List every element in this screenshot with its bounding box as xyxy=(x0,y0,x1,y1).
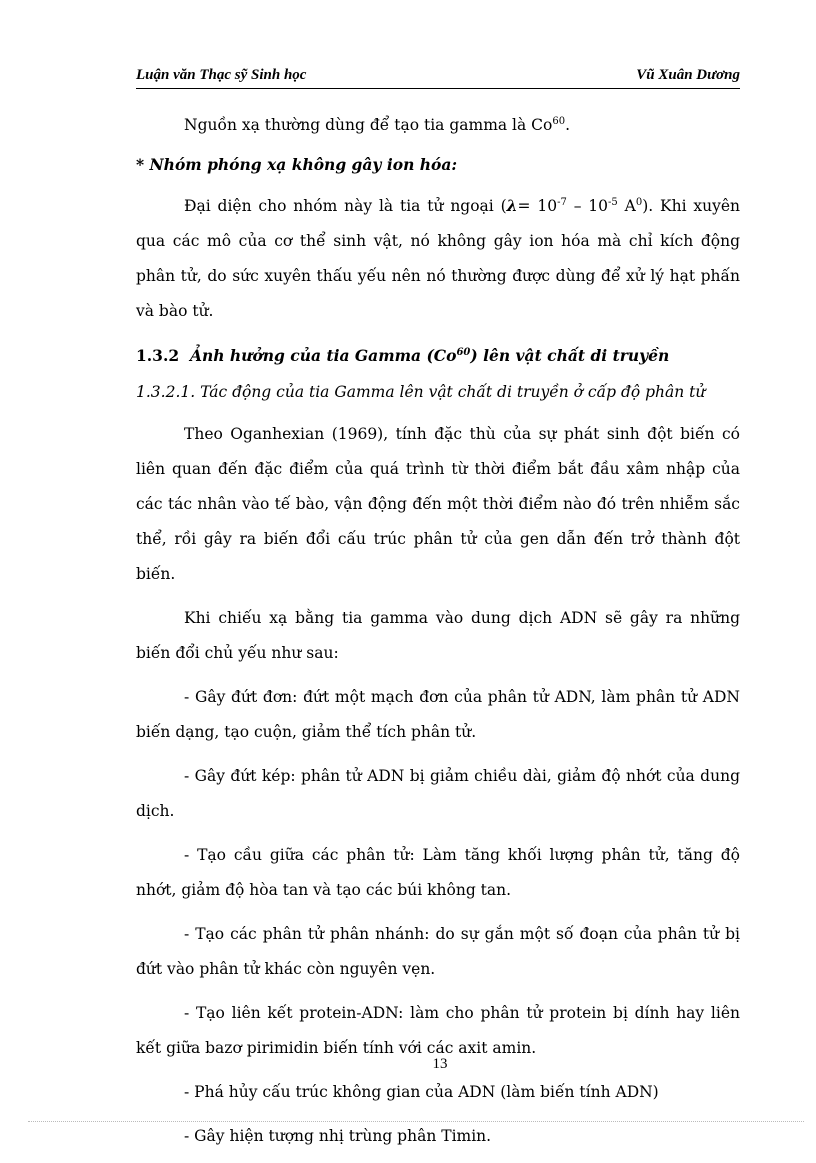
paragraph-uv: Đại diện cho nhóm này là tia tử ngoại ($\lambda= 10^{-7} - 10^{-5}$ $A^0$). Khi xuyên qua các mô của cơ thể sinh vật, nó không gây ion hóa mà chỉ kích động phân tử, do sức xuyên thấu yếu nên nó thường được dùng để xử lý hạt phấn và bào tử. xyxy=(136,196,741,320)
header-author: Vũ Xuân Dương xyxy=(636,67,740,83)
running-header xyxy=(136,64,740,89)
page-body xyxy=(136,108,740,1163)
list-item: - Gây đứt kép: phân tử ADN bị giảm chiều dài, giảm độ nhớt của dung dịch. xyxy=(136,767,740,820)
paragraph-gamma-source: Nguồn xạ thường dùng để tạo tia gamma là Co$^{60}$. xyxy=(184,115,571,134)
heading-1-3-2: 1.3.2 Ảnh hưởng của tia Gamma (Co$^{60}$) lên vật chất di truyền xyxy=(136,346,670,365)
list-item: - Phá hủy cấu trúc không gian của ADN (làm biến tính ADN) xyxy=(184,1083,659,1101)
header-thesis-title: Luận văn Thạc sỹ Sinh học xyxy=(136,67,307,83)
page-number: 13 xyxy=(432,1056,448,1072)
paragraph-irradiation: Khi chiếu xạ bằng tia gamma vào dung dịch ADN sẽ gây ra những biến đổi chủ yếu như sau: xyxy=(136,609,740,662)
paragraph-oganhexian: Theo Oganhexian (1969), tính đặc thù của sự phát sinh đột biến có liên quan đến đặc điểm của quá trình từ thời điểm bắt đầu xâm nhập của các tác nhân vào tế bào, vận động đến một thời điểm nào đó trên nhiễm sắc thể, rồi gây ra biến đổi cấu trúc phân tử của gen dẫn đến trở thành đột biến. xyxy=(136,425,740,583)
list-item: - Tạo các phân tử phân nhánh: do sự gắn một số đoạn của phân tử bị đứt vào phân tử khác còn nguyên vẹn. xyxy=(136,925,740,978)
footer-divider xyxy=(28,1121,804,1122)
heading-1-3-2-1: 1.3.2.1. Tác động của tia Gamma lên vật chất di truyền ở cấp độ phân tử xyxy=(136,383,706,401)
list-item: - Tạo liên kết protein-ADN: làm cho phân tử protein bị dính hay liên kết giữa bazơ pirimidin biến tính với các axit amin. xyxy=(136,1004,740,1057)
list-item: - Gây đứt đơn: đứt một mạch đơn của phân tử ADN, làm phân tử ADN biến dạng, tạo cuộn, giảm thể tích phân tử. xyxy=(136,688,740,741)
list-item: - Gây hiện tượng nhị trùng phân Timin. xyxy=(184,1127,492,1145)
list-item: - Tạo cầu giữa các phân tử: Làm tăng khối lượng phân tử, tăng độ nhớt, giảm độ hòa tan và tạo các búi không tan. xyxy=(136,846,740,899)
heading-non-ionizing: * Nhóm phóng xạ không gây ion hóa: xyxy=(136,155,458,174)
